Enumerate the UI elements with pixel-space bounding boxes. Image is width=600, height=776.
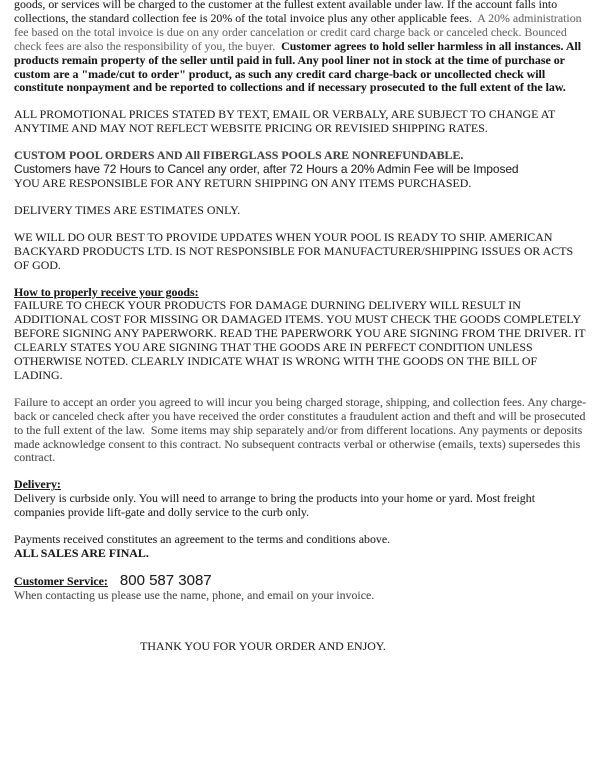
delivery-heading: Delivery:: [14, 477, 61, 492]
customer-service-block: [14, 571, 588, 603]
nonrefundable-heading: CUSTOM POOL ORDERS AND All FIBERGLASS POOLS ARE NONREFUNDABLE.: [14, 148, 464, 163]
receive-goods-section: [14, 286, 588, 383]
customer-service-note: When contacting us please use the name, phone, and email on your invoice.: [14, 587, 375, 602]
customer-service-label: Customer Service:: [14, 573, 108, 588]
all-sales-final-line: ALL SALES ARE FINAL.: [14, 546, 149, 560]
payments-agreement-line: Payments received constitutes an agreement to the terms and conditions above.: [14, 532, 391, 547]
customer-service-line: [14, 571, 588, 589]
customer-service-phone: 800 587 3087: [119, 571, 212, 589]
custom-pool-block: [14, 149, 588, 191]
intro-admin-fee-text: A 20% administration fee based on the total invoice is due on any order cancelation or credit card charge back or canceled check. Bounced check fees are also the responsibility of you, the buyer.: [14, 10, 585, 53]
intro-terms-paragraph: [14, 0, 588, 95]
return-shipping-line: YOU ARE RESPONSIBLE FOR ANY RETURN SHIPPING ON ANY ITEMS PURCHASED.: [14, 175, 472, 190]
failure-to-accept-paragraph: Failure to accept an order you agreed to will incur you being charged storage, shipping, and collection fees. Any charge-back or canceled check after you have received the order constitutes a fraudulent action and theft and will be prosecuted to the full extent of the law. Some items may ship separately and/or from different locations. Any payments or deposits made acknowledge consent to this contract. No subsequent contracts verbal or otherwise (emails, texts) supersedes this contract.: [14, 394, 589, 465]
receive-goods-heading: How to properly receive your goods:: [14, 284, 199, 299]
cancel-policy-line: Customers have 72 Hours to Cancel any order, after 72 Hours a 20% Admin Fee will be Imposed: [14, 162, 519, 177]
delivery-section: [14, 478, 588, 520]
promotional-prices-notice: ALL PROMOTIONAL PRICES STATED BY TEXT, EMAIL OR VERBALY, ARE SUBJECT TO CHANGE AT ANYTIME AND MAY NOT REFLECT WEBSITE PRICING OR REVISIED SHIPPING RATES.: [14, 107, 556, 136]
shipping-updates-notice: WE WILL DO OUR BEST TO PROVIDE UPDATES WHEN YOUR POOL IS READY TO SHIP. AMERICAN BACKYARD PRODUCTS LTD. IS NOT RESPONSIBLE FOR MANUFACTURER/SHIPPING ISSUES OR ACTS OF GOD.: [14, 229, 574, 272]
receive-goods-body: FAILURE TO CHECK YOUR PRODUCTS FOR DAMAGE DURNING DELIVERY WILL RESULT IN ADDITIONAL COST FOR MISSING OR DAMAGED ITEMS. YOU MUST CHECK THE GOODS COMPLETELY BEFORE SIGNING ANY PAPERWORK. READ THE PAPERWORK YOU ARE SIGNING FROM THE DRIVER. IT CLEARLY STATES YOU ARE SIGNING THAT THE GOODS ARE IN PERFECT CONDITION UNLESS OTHERWISE NOTED. CLEARLY INDICATE WHAT IS WRONG WITH THE GOODS ON THE BILL OF LADING.: [14, 298, 586, 382]
payments-agreement-block: [14, 533, 588, 561]
delivery-times-notice: DELIVERY TIMES ARE ESTIMATES ONLY.: [14, 202, 241, 217]
delivery-body: Delivery is curbside only. You will need to arrange to bring the products into your home or yard. Most freight companies provide lift-gate and dolly service to the curb only.: [14, 491, 535, 520]
intro-harmless-text: Customer agrees to hold seller harmless in all instances. All products remain property of the seller until paid in full. Any pool liner not in stock at the time of purchase or custom are a "made/cut to order" product, as such any credit card charge-back or uncollected check will constitute nonpayment and be reported to collections and if necessary prosecuted to the full extent of the law.: [14, 38, 585, 95]
thank-you-line: THANK YOU FOR YOUR ORDER AND ENJOY.: [140, 638, 386, 653]
intro-normal-text: goods, or services will be charged to the customer at the fullest extent available under law. If the account falls into collections, the standard collection fee is 20% of the total invoice plus any other applicable fees.: [14, 0, 561, 25]
